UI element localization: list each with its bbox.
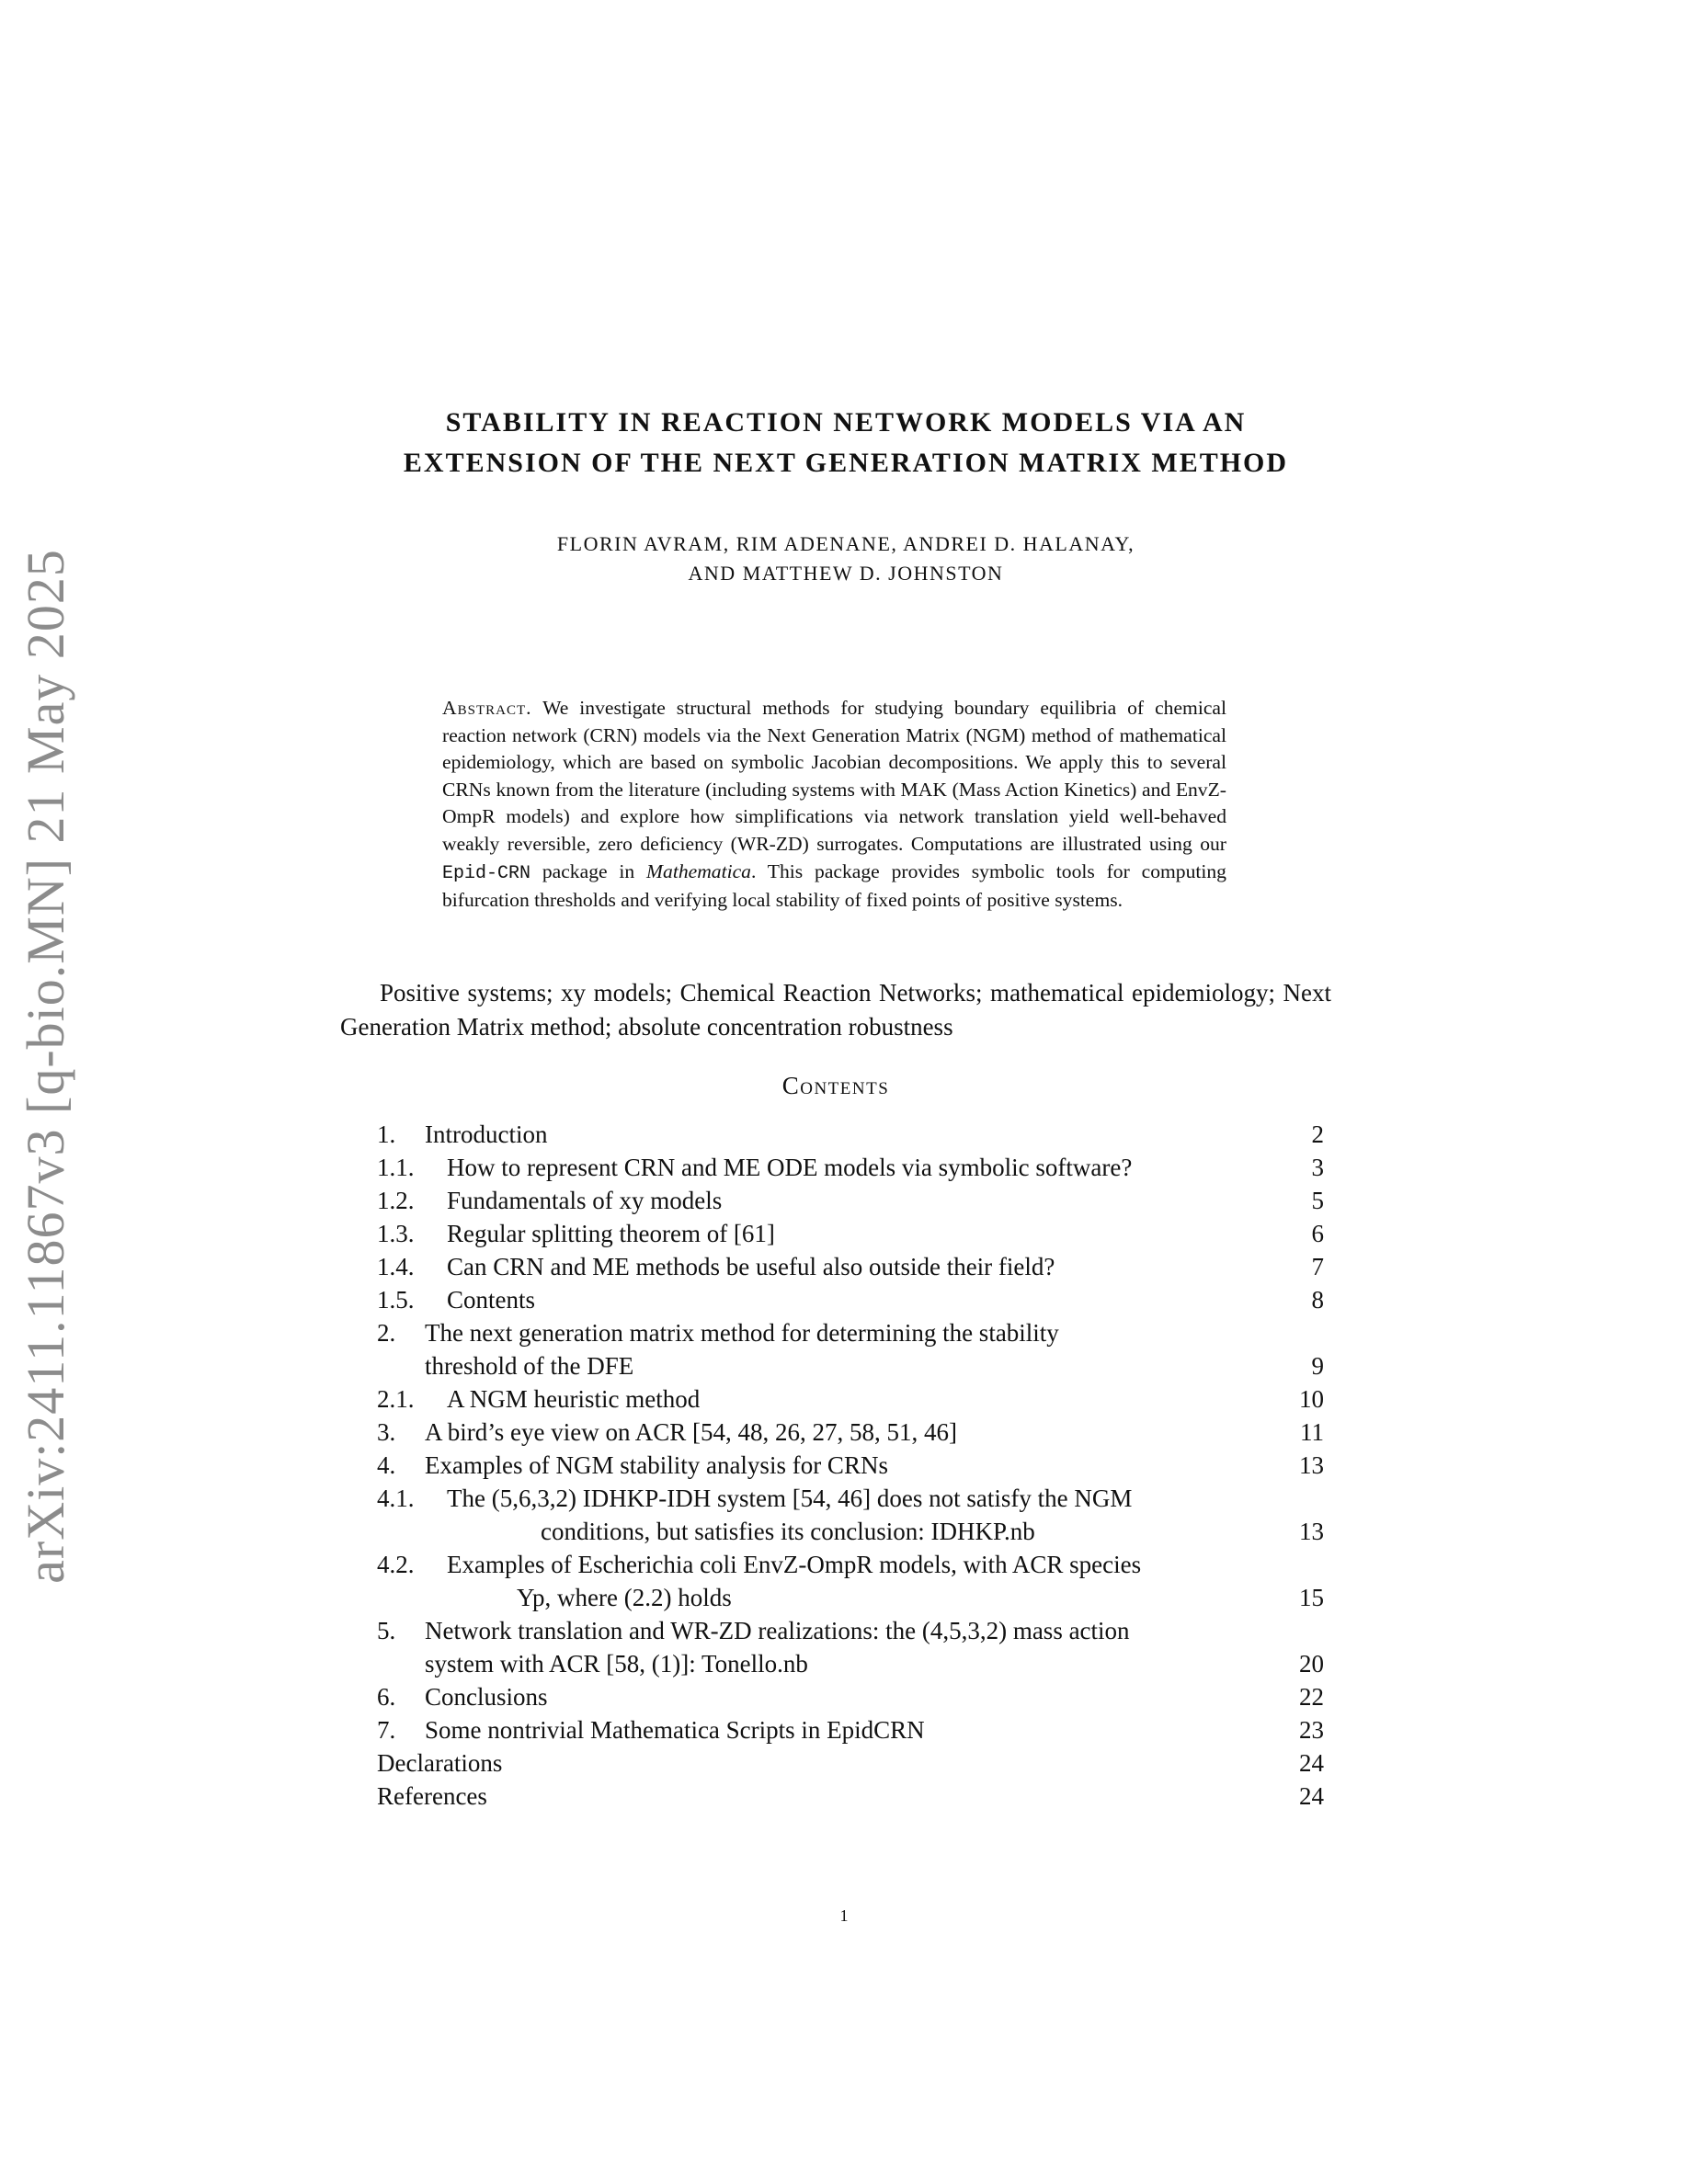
toc-entry[interactable] [377, 1449, 1324, 1482]
toc-entry-number: 1.2. [377, 1187, 415, 1214]
arxiv-identifier-stamp: arXiv:2411.11867v3 [q-bio.MN] 21 May 2025 [16, 549, 75, 1584]
toc-entry-title: conditions, but satisfies its conclusion: IDHKP.nb [541, 1518, 1035, 1545]
toc-entry-title: threshold of the DFE [425, 1352, 634, 1380]
toc-entry[interactable] [377, 1217, 1324, 1250]
toc-entry-number: 2. [377, 1319, 396, 1347]
toc-entry-title: Conclusions [425, 1683, 548, 1711]
toc-entry-title: system with ACR [58, (1)]: Tonello.nb [425, 1650, 808, 1678]
toc-entry-number: 2.1. [377, 1385, 415, 1413]
toc-entry-title: Regular splitting theorem of [61] [447, 1220, 775, 1247]
toc-entry-page: 9 [1311, 1352, 1324, 1380]
toc-entry[interactable] [377, 1151, 1324, 1184]
toc-entry-page: 7 [1311, 1253, 1324, 1280]
toc-entry-title: Yp, where (2.2) holds [517, 1584, 732, 1611]
toc-entry-page: 13 [1299, 1518, 1324, 1545]
toc-entry[interactable] [377, 1349, 1324, 1382]
toc-entry-page: 3 [1311, 1154, 1324, 1181]
toc-entry-number: 4. [377, 1451, 396, 1479]
toc-entry-number: 3. [377, 1418, 396, 1446]
title-line: STABILITY IN REACTION NETWORK MODELS VIA AN [445, 407, 1247, 438]
toc-entry[interactable] [377, 1746, 1324, 1780]
toc-entry[interactable] [377, 1184, 1324, 1217]
toc-entry[interactable] [377, 1118, 1324, 1151]
toc-entry-number: 6. [377, 1683, 396, 1711]
toc-entry-page: 11 [1300, 1418, 1324, 1446]
toc-entry[interactable] [377, 1482, 1324, 1515]
toc-entry-number: 4.1. [377, 1484, 415, 1512]
package-name: Epid-CRN [442, 862, 531, 884]
toc-entry-number: 4.2. [377, 1551, 415, 1578]
toc-entry[interactable] [377, 1713, 1324, 1746]
toc-entry-page: 24 [1299, 1782, 1324, 1810]
paper-title [303, 403, 1388, 483]
toc-entry-title: Fundamentals of xy models [447, 1187, 723, 1214]
toc-entry[interactable] [377, 1581, 1324, 1614]
toc-entry-title: How to represent CRN and ME ODE models via symbolic software? [447, 1154, 1133, 1181]
toc-entry-title: Examples of Escherichia coli EnvZ-OmpR models, with ACR species [447, 1551, 1142, 1578]
toc-entry[interactable] [377, 1283, 1324, 1316]
toc-entry[interactable] [377, 1250, 1324, 1283]
abstract-text: . This package provides symbolic tools for computing bifurcation thresholds and verifying local stability of fixed points of positive systems. [442, 859, 1226, 912]
toc-entry-page: 15 [1299, 1584, 1324, 1611]
toc-entry-title: Examples of NGM stability analysis for CRNs [425, 1451, 888, 1479]
toc-entry-title: Can CRN and ME methods be useful also outside their field? [447, 1253, 1055, 1280]
author-line: FLORIN AVRAM, RIM ADENANE, ANDREI D. HALANAY, [556, 532, 1135, 555]
toc-entry[interactable] [377, 1780, 1324, 1813]
toc-entry-title: References [377, 1782, 487, 1810]
toc-entry-number: 5. [377, 1617, 396, 1644]
toc-entry-page: 24 [1299, 1749, 1324, 1777]
abstract [442, 695, 1226, 915]
toc-entry-title: A NGM heuristic method [447, 1385, 701, 1413]
toc-entry-page: 10 [1299, 1385, 1324, 1413]
toc-entry-title: The next generation matrix method for determining the stability [425, 1319, 1059, 1347]
keywords: Positive systems; xy models; Chemical Reaction Networks; mathematical epidemiology; Next Generation Matrix method; absolute concentration robustness [340, 979, 1331, 1041]
toc-entry-page: 13 [1299, 1451, 1324, 1479]
toc-entry-page: 6 [1311, 1220, 1324, 1247]
toc-entry-number: 7. [377, 1716, 396, 1744]
toc-entry-title: Introduction [425, 1120, 548, 1148]
toc-entry-page: 2 [1311, 1120, 1324, 1148]
toc-entry[interactable] [377, 1382, 1324, 1416]
toc-entry-title: Declarations [377, 1749, 503, 1777]
abstract-text: package in [542, 859, 635, 882]
toc-entry-title: The (5,6,3,2) IDHKP-IDH system [54, 46] does not satisfy the NGM [447, 1484, 1133, 1512]
toc-entry-number: 1.3. [377, 1220, 415, 1247]
author-line: AND MATTHEW D. JOHNSTON [688, 562, 1004, 585]
toc-entry[interactable] [377, 1548, 1324, 1581]
toc-entry-title: Contents [447, 1286, 536, 1314]
toc-entry-number: 1.4. [377, 1253, 415, 1280]
title-line: EXTENSION OF THE NEXT GENERATION MATRIX METHOD [403, 448, 1289, 478]
toc-entry-page: 20 [1299, 1650, 1324, 1678]
toc-entry[interactable] [377, 1316, 1324, 1349]
toc-entry-number: 1.1. [377, 1154, 415, 1181]
toc-entry[interactable] [377, 1416, 1324, 1449]
abstract-label: Abstract. [442, 697, 532, 719]
toc-entry-page: 23 [1299, 1716, 1324, 1744]
toc-entry[interactable] [377, 1515, 1324, 1548]
toc-entry-page: 5 [1311, 1187, 1324, 1214]
table-of-contents [377, 1118, 1324, 1813]
software-name: Mathematica [646, 859, 751, 882]
toc-entry[interactable] [377, 1614, 1324, 1647]
toc-entry-title: A bird’s eye view on ACR [54, 48, 26, 27, 58, 51, 46] [425, 1418, 957, 1446]
toc-entry-page: 22 [1299, 1683, 1324, 1711]
toc-entry-title: Network translation and WR-ZD realizations: the (4,5,3,2) mass action [425, 1617, 1130, 1644]
toc-entry-page: 8 [1311, 1286, 1324, 1314]
contents-heading: Contents [781, 1072, 890, 1099]
toc-entry-number: 1. [377, 1120, 396, 1148]
toc-entry[interactable] [377, 1680, 1324, 1713]
toc-entry-number: 1.5. [377, 1286, 415, 1314]
abstract-text: We investigate structural methods for studying boundary equilibria of chemical reaction network (CRN) models via the Next Generation Matrix (NGM) method of mathematical epidemiology, which are based on symbolic Jacobian decompositions. We apply this to several CRNs known from the literature (including systems with MAK (Mass Action Kinetics) and EnvZ-OmpR models) and explore how simplifications via network translation yield well-behaved weakly reversible, zero deficiency (WR-ZD) surrogates. Computations are illustrated using our [442, 697, 1227, 855]
toc-entry-title: Some nontrivial Mathematica Scripts in EpidCRN [425, 1716, 925, 1744]
author-list [349, 529, 1342, 588]
page-number: 1 [839, 1906, 849, 1925]
toc-entry[interactable] [377, 1647, 1324, 1680]
